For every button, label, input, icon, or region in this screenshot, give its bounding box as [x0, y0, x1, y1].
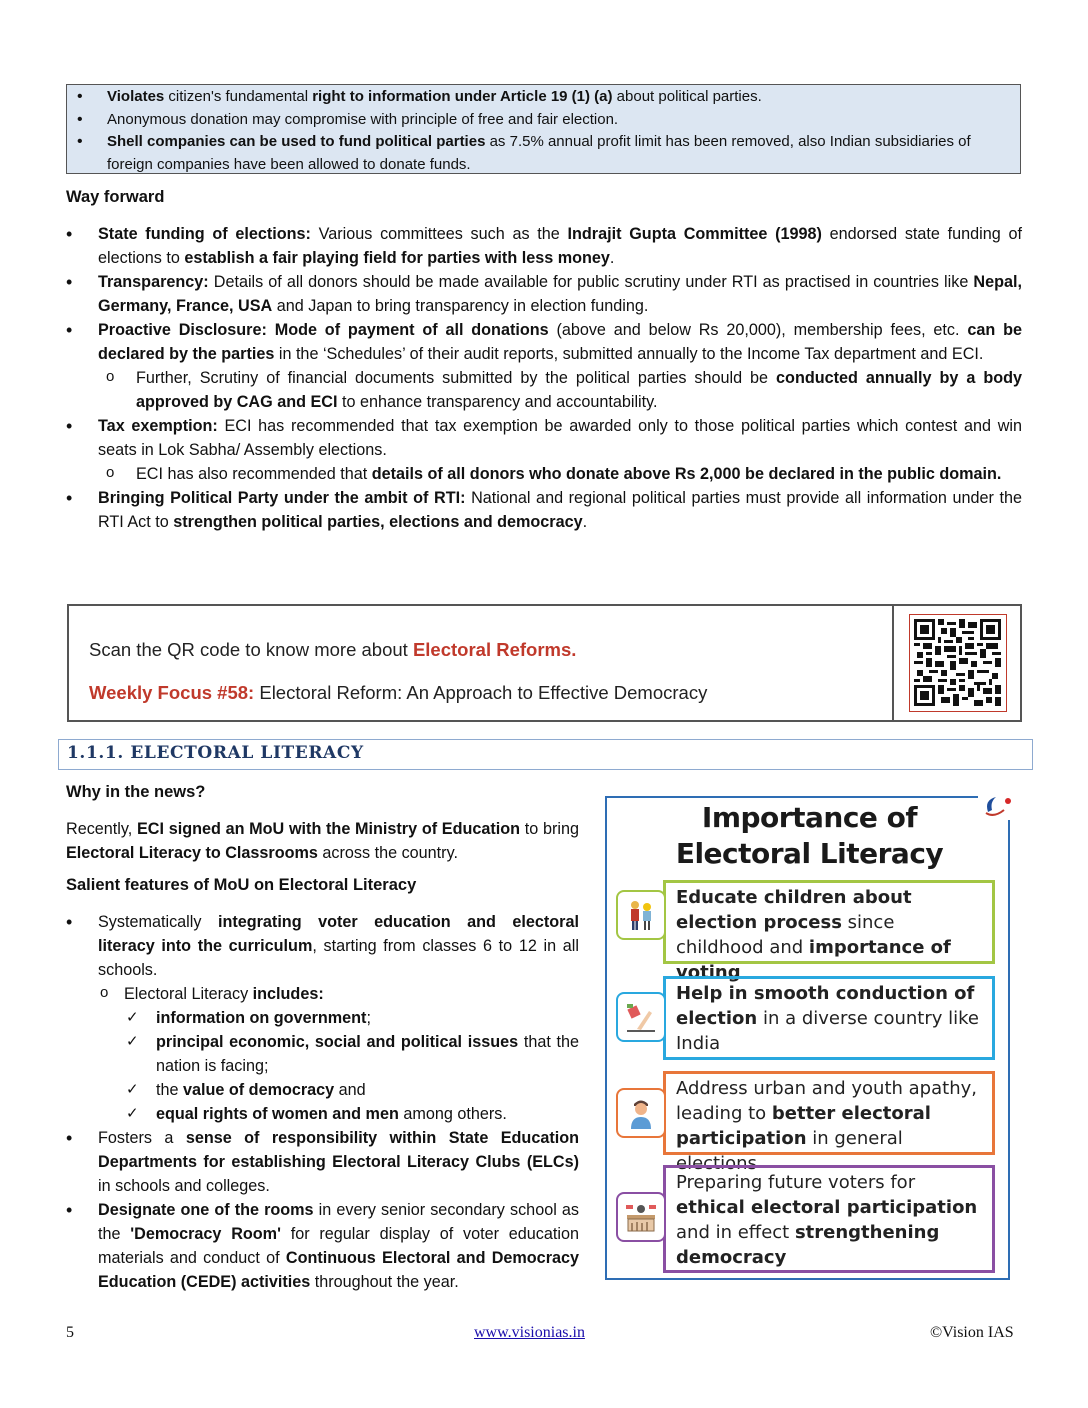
- sub-list-item: o Electoral Literacy includes: ✓ information on government; ✓ principal economic, social and political issues that the nation is facing; ✓ the value of democracy and ✓ equal rights of women and men among others.: [92, 982, 579, 1126]
- check-item: ✓ information on government;: [124, 1006, 579, 1030]
- card-future-voters: Preparing future voters for ethical electoral participation and in effect strengthening democracy: [663, 1165, 995, 1273]
- list-item: • Designate one of the rooms in every senior secondary school as the 'Democracy Room' for regular display of voter education materials and conduct of Continuous Electoral and Democracy Education (CEDE) activities throughout the year.: [66, 1198, 579, 1294]
- card-educate-children: Educate children about election process since childhood and importance of voting: [663, 880, 995, 964]
- copyright: ©Vision IAS: [930, 1324, 1014, 1341]
- check-item: ✓ principal economic, social and political issues that the nation is facing;: [124, 1030, 579, 1078]
- list-item: • Bringing Political Party under the ambit of RTI: National and regional political parties must provide all information under the RTI Act to strengthen political parties, elections and democracy.: [66, 486, 1022, 534]
- divider: [892, 606, 894, 720]
- vision-ias-logo-icon: [978, 792, 1018, 820]
- list-item: • Transparency: Details of all donors should be made available for public scrutiny under RTI as practised in countries like Nepal, Germany, France, USA and Japan to bring transparency in election funding.: [66, 270, 1022, 318]
- importance-infographic: [605, 796, 1010, 1280]
- list-item: • Fosters a sense of responsibility within State Education Departments for establishing Electoral Literacy Clubs (ELCs) in schools and colleges.: [66, 1126, 579, 1198]
- list-item: • Anonymous donation may compromise with principle of free and fair election.: [67, 109, 1020, 132]
- website-link[interactable]: www.visionias.in: [474, 1324, 585, 1341]
- way-forward-list: [66, 222, 1022, 534]
- page-number: 5: [66, 1324, 74, 1341]
- electoral-reforms-link[interactable]: Electoral Reforms.: [412, 639, 577, 660]
- ballot-hand-icon: [616, 992, 666, 1042]
- assembly-icon: [616, 1192, 666, 1242]
- list-item: • Shell companies can be used to fund political parties as 7.5% annual profit limit has been removed, also Indian subsidiaries of foreign companies have been allowed to donate funds.: [67, 131, 1020, 176]
- qr-code[interactable]: [909, 614, 1007, 712]
- sub-list-item: o ECI has also recommended that details of all donors who donate above Rs 2,000 be declared in the public domain.: [98, 462, 1022, 486]
- infographic-title: Importance of Electoral Literacy: [675, 801, 944, 870]
- check-item: ✓ equal rights of women and men among others.: [124, 1102, 579, 1126]
- card-smooth-conduction: Help in smooth conduction of election in a diverse country like India: [663, 976, 995, 1060]
- list-item: • Proactive Disclosure: Mode of payment of all donations (above and below Rs 20,000), membership fees, etc. can be declared by the parties in the ‘Schedules’ of their audit reports, submitted annually to the Income Tax department and ECI. o Further, Scrutiny of financial documents submitted by the political parties should be conducted annually by a body approved by CAG and ECI to enhance transparency and accountability.: [66, 318, 1022, 414]
- way-forward-heading: Way forward: [66, 188, 165, 206]
- section-title: 1.1.1. ELECTORAL LITERACY: [67, 743, 364, 763]
- salient-features-heading: Salient features of MoU on Electoral Literacy: [66, 876, 417, 894]
- why-in-news-heading: Why in the news?: [66, 783, 206, 801]
- disadvantages-box: [66, 84, 1021, 174]
- sub-list-item: o Further, Scrutiny of financial documents submitted by the political parties should be conducted annually by a body approved by CAG and ECI to enhance transparency and accountability.: [98, 366, 1022, 414]
- list-item: • State funding of elections: Various committees such as the Indrajit Gupta Committee (1998) endorsed state funding of elections to establish a fair playing field for parties with less money.: [66, 222, 1022, 270]
- qr-line-1: Scan the QR code to know more about Electoral Reforms.: [89, 639, 577, 660]
- check-item: ✓ the value of democracy and: [124, 1078, 579, 1102]
- list-item: • Systematically integrating voter education and electoral literacy into the curriculum, starting from classes 6 to 12 in all schools. o Electoral Literacy includes: ✓ information on government; ✓ principal economic, social and political issues that the nation is facing; ✓ the value of democracy and ✓ equal rights of women and men among others.: [66, 910, 579, 1126]
- children-icon: [616, 890, 666, 940]
- section-header: [58, 739, 1033, 770]
- qr-banner: [67, 604, 1022, 722]
- features-list: [66, 910, 579, 1294]
- card-youth-apathy: Address urban and youth apathy, leading to better electoral participation in general elections: [663, 1071, 995, 1155]
- youth-icon: [616, 1088, 666, 1138]
- qr-line-2: Weekly Focus #58: Electoral Reform: An Approach to Effective Democracy: [89, 682, 708, 703]
- qr-code-icon: [914, 619, 1001, 706]
- list-item: • Violates citizen's fundamental right to information under Article 19 (1) (a) about political parties.: [67, 86, 1020, 109]
- news-paragraph: Recently, ECI signed an MoU with the Ministry of Education to bring Electoral Literacy to Classrooms across the country.: [66, 820, 579, 862]
- list-item: • Tax exemption: ECI has recommended that tax exemption be awarded only to those political parties which contest and win seats in Lok Sabha/ Assembly elections. o ECI has also recommended that details of all donors who donate above Rs 2,000 be declared in the public domain.: [66, 414, 1022, 486]
